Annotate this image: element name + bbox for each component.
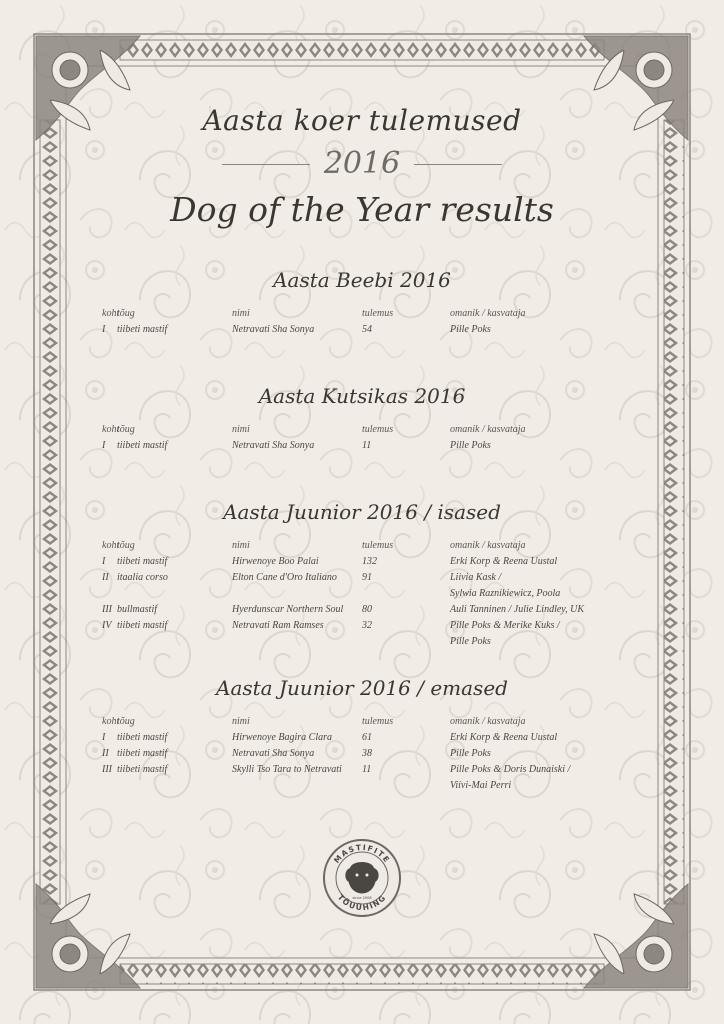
cell-nimi: Skylli Tso Tara to Netravati	[232, 764, 342, 775]
column-header-toug: tõug	[117, 716, 135, 727]
cell-tulemus: 11	[362, 764, 372, 775]
section-title: Aasta Juunior 2016 / isased	[223, 500, 501, 524]
cell-omanik: Erki Korp & Reena Uustal	[450, 732, 558, 743]
cell-koht: I	[102, 556, 106, 567]
cell-nimi: Hirwenoye Boo Palai	[232, 556, 319, 567]
cell-koht: II	[102, 748, 109, 759]
column-header-tulemus: tulemus	[362, 540, 394, 551]
cell-tulemus: 61	[362, 732, 372, 743]
cell-toug: tiibeti mastif	[117, 620, 168, 631]
section-title: Aasta Juunior 2016 / emased	[216, 676, 508, 700]
column-header-toug: tõug	[117, 424, 135, 435]
cell-nimi: Hyerdunscar Northern Soul	[232, 604, 344, 615]
cell-toug: tiibeti mastif	[117, 440, 168, 451]
column-header-nimi: nimi	[232, 716, 250, 727]
cell-toug: tiibeti mastif	[117, 732, 168, 743]
cell-koht: IV	[102, 620, 112, 631]
cell-omanik: Pille Poks	[450, 324, 491, 335]
title-estonian: Aasta koer tulemused	[202, 104, 522, 137]
cell-toug: tiibeti mastif	[117, 748, 168, 759]
cell-nimi: Hirwenoye Bagira Clara	[232, 732, 332, 743]
cell-koht: III	[102, 604, 112, 615]
column-header-nimi: nimi	[232, 424, 250, 435]
cell-tulemus: 54	[362, 324, 372, 335]
cell-koht: I	[102, 732, 106, 743]
cell-omanik: Pille Poks	[450, 636, 491, 647]
column-header-koht: koht	[102, 424, 120, 435]
column-header-omanik: omanik / kasvataja	[450, 308, 526, 319]
year-divider-right	[414, 164, 502, 165]
column-header-toug: tõug	[117, 540, 135, 551]
cell-omanik: Auli Tanninen / Julie Lindley, UK	[450, 604, 585, 615]
logo-top-text: MASTIFITE	[332, 842, 392, 865]
section-title: Aasta Beebi 2016	[273, 268, 451, 292]
cell-tulemus: 38	[362, 748, 372, 759]
column-header-omanik: omanik / kasvataja	[450, 716, 526, 727]
logo-bottom-text: TÕUÜHING	[335, 892, 389, 913]
cell-toug: tiibeti mastif	[117, 556, 168, 567]
column-header-tulemus: tulemus	[362, 716, 394, 727]
cell-toug: tiibeti mastif	[117, 324, 168, 335]
column-header-koht: koht	[102, 308, 120, 319]
cell-nimi: Netravati Sha Sonya	[232, 324, 315, 335]
logo-since: since 2006	[352, 896, 372, 900]
column-header-tulemus: tulemus	[362, 424, 394, 435]
column-header-toug: tõug	[117, 308, 135, 319]
cell-tulemus: 80	[362, 604, 372, 615]
cell-tulemus: 132	[362, 556, 377, 567]
cell-toug: bullmastif	[117, 604, 158, 615]
cell-koht: I	[102, 440, 106, 451]
cell-tulemus: 32	[362, 620, 372, 631]
section-title: Aasta Kutsikas 2016	[258, 384, 466, 408]
club-logo	[322, 838, 402, 918]
cell-koht: III	[102, 764, 112, 775]
title-year: 2016	[323, 146, 401, 181]
column-header-omanik: omanik / kasvataja	[450, 424, 526, 435]
cell-nimi: Netravati Sha Sonya	[232, 748, 315, 759]
cell-koht: I	[102, 324, 106, 335]
column-header-omanik: omanik / kasvataja	[450, 540, 526, 551]
cell-omanik: Sylwia Raznikiewicz, Poola	[450, 588, 561, 599]
cell-nimi: Netravati Sha Sonya	[232, 440, 315, 451]
column-header-nimi: nimi	[232, 308, 250, 319]
column-header-koht: koht	[102, 540, 120, 551]
cell-omanik: Pille Poks	[450, 440, 491, 451]
cell-tulemus: 11	[362, 440, 372, 451]
cell-omanik: Erki Korp & Reena Uustal	[450, 556, 558, 567]
cell-toug: itaalia corso	[117, 572, 168, 583]
cell-omanik: Pille Poks & Merike Kuks /	[450, 620, 560, 631]
column-header-nimi: nimi	[232, 540, 250, 551]
cell-omanik: Pille Poks & Doris Dunaiski /	[450, 764, 571, 775]
column-header-koht: koht	[102, 716, 120, 727]
cell-toug: tiibeti mastif	[117, 764, 168, 775]
cell-koht: II	[102, 572, 109, 583]
cell-nimi: Elton Cane d'Oro Italiano	[232, 572, 337, 583]
column-header-tulemus: tulemus	[362, 308, 394, 319]
cell-nimi: Netravati Ram Ramses	[232, 620, 324, 631]
cell-tulemus: 91	[362, 572, 372, 583]
cell-omanik: Liivia Kask /	[450, 572, 502, 583]
title-english: Dog of the Year results	[170, 190, 554, 229]
cell-omanik: Pille Poks	[450, 748, 491, 759]
cell-omanik: Viivi-Mai Perri	[450, 780, 512, 791]
